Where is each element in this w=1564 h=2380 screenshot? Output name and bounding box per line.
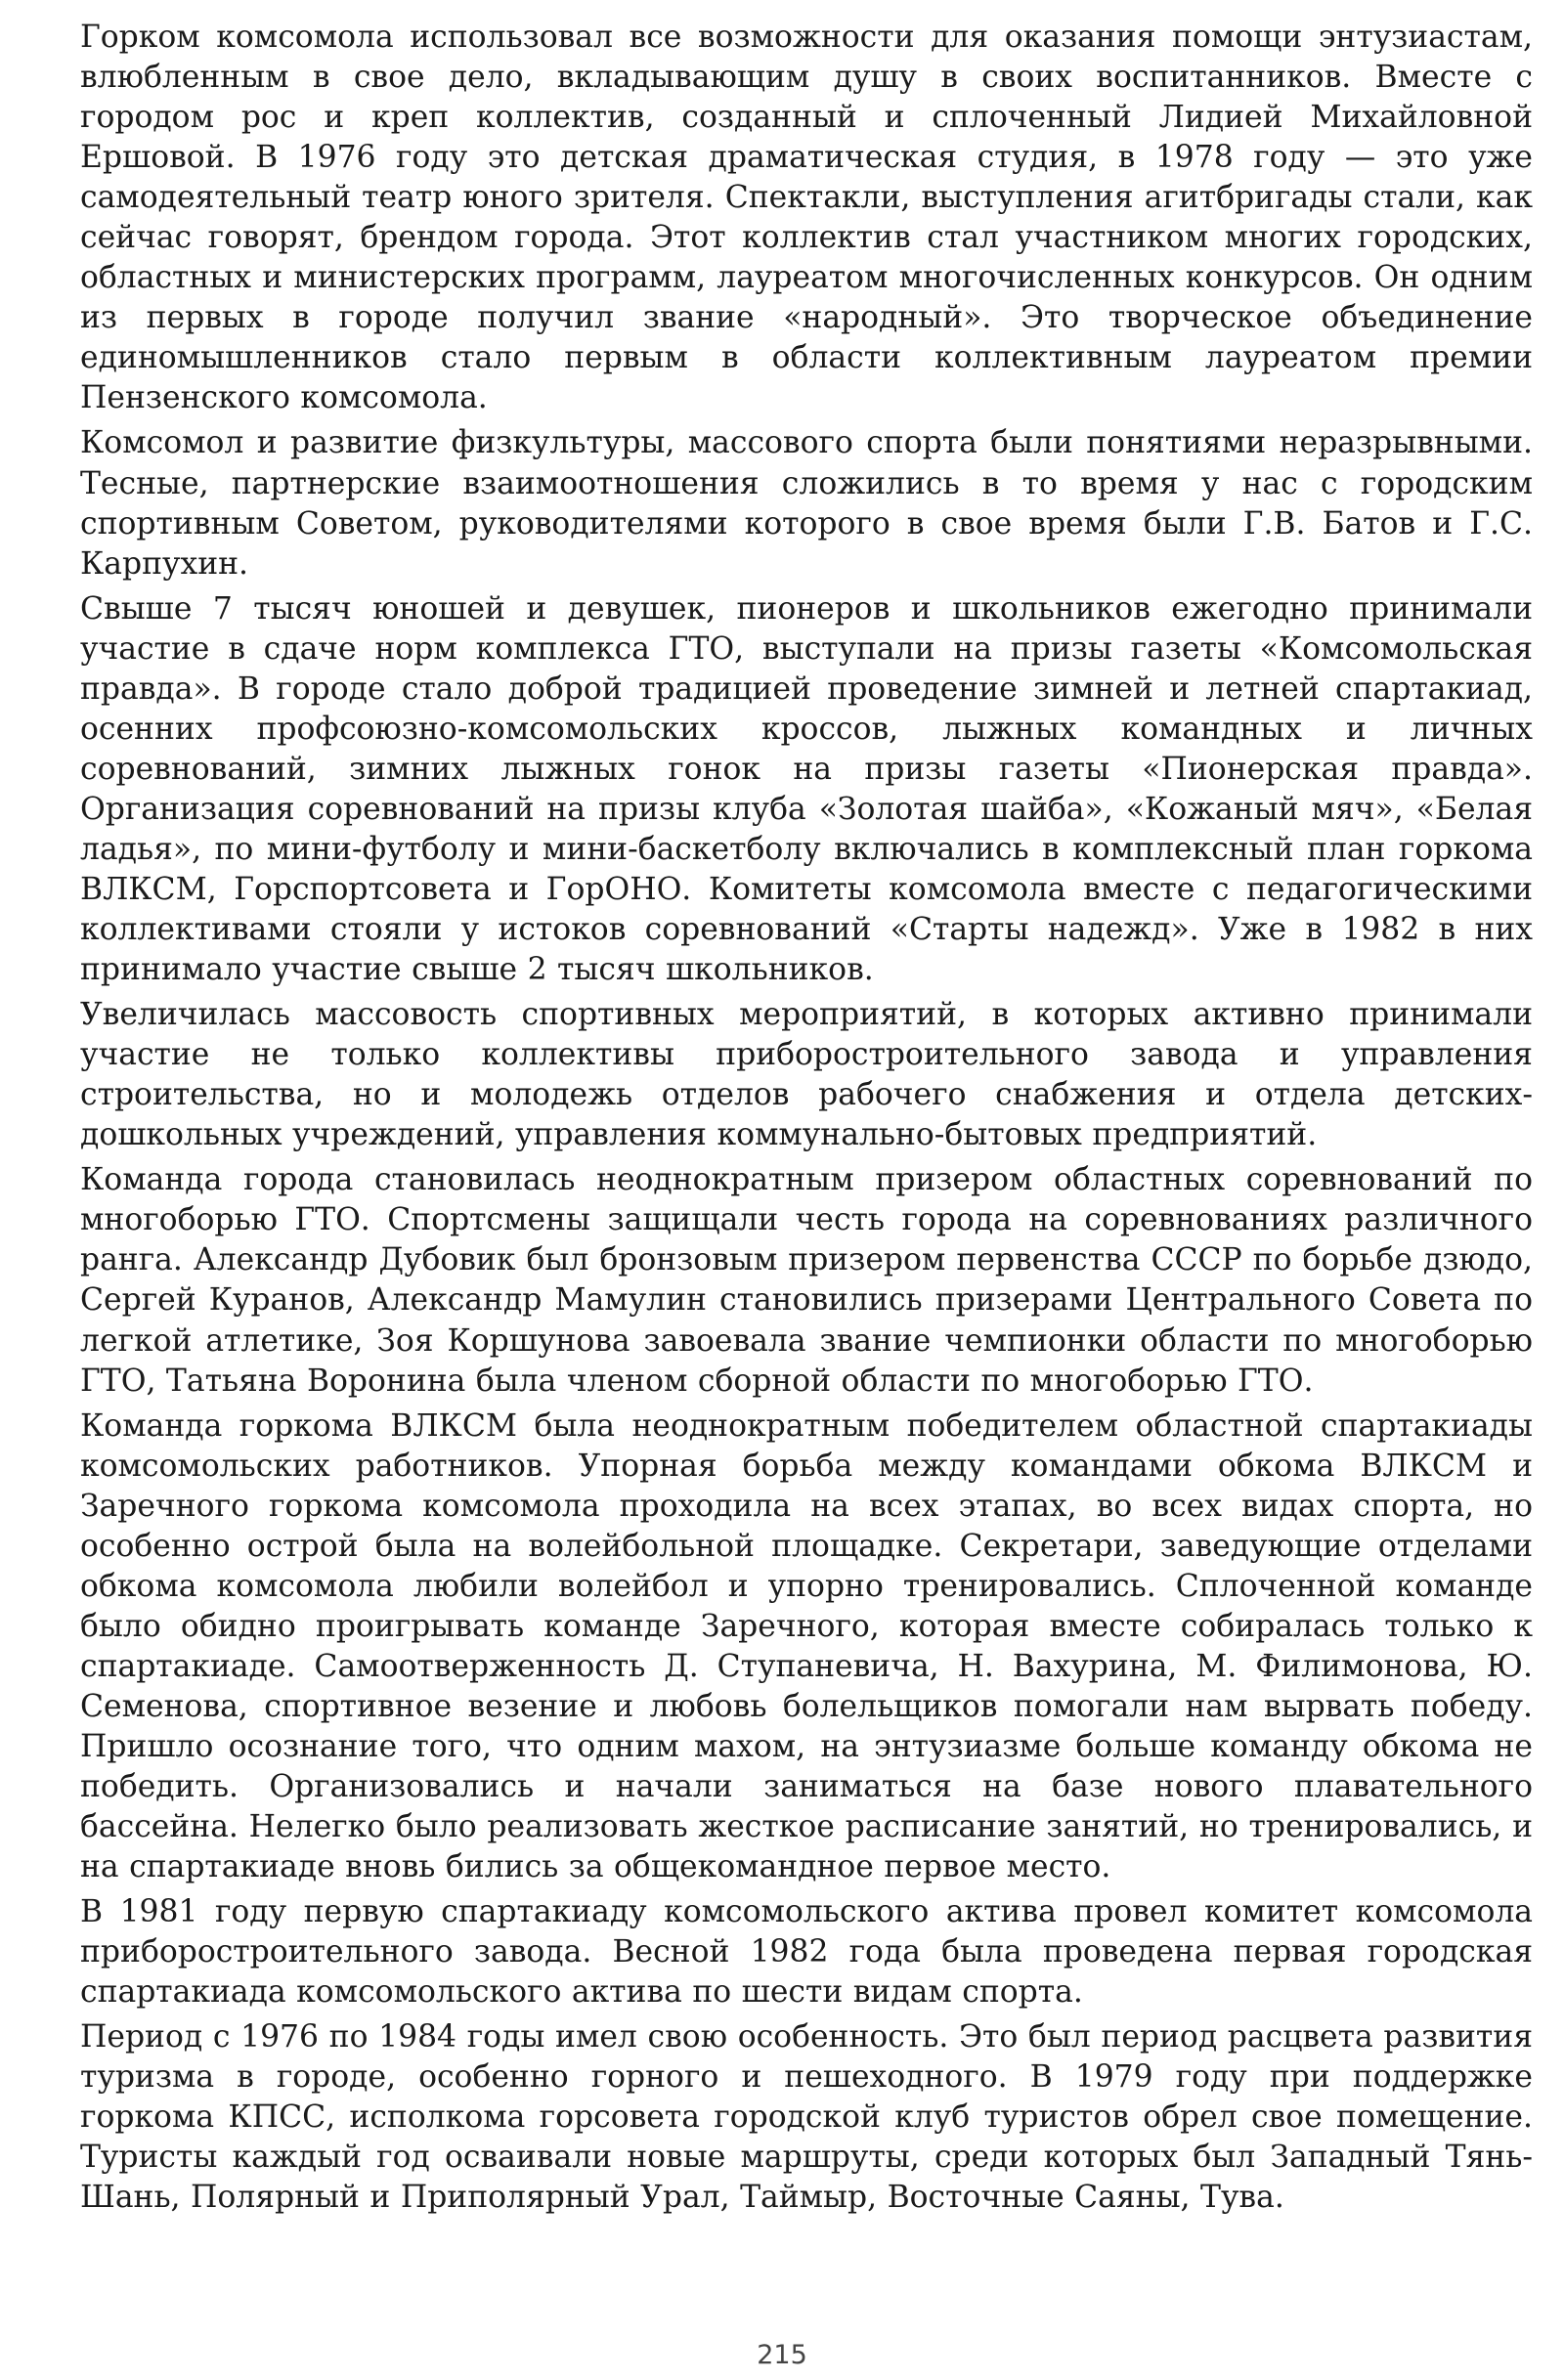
paragraph-sport-council: Комсомол и развитие физкультуры, массового спорта были понятиями неразрывными. Тесные, партнерские взаимоотношения сложились в то время у нас с городским спортивным Советом, руководителями которого в свое время были Г.В. Батов и Г.С. Карпухин.: [80, 425, 1533, 582]
paragraph-komsomol-theatre: Горком комсомола использовал все возможности для оказания помощи энтузиастам, влюбленным в свое дело, вкладывающим душу в своих воспитанников. Вместе с городом рос и креп коллектив, созданный и сплоченный Лидией Михайловной Ершовой. В 1976 году это детская драматическая студия, в 1978 году — это уже самодеятельный театр юного зрителя. Спектакли, выступления агитбригады стали, как сейчас говорят, брендом города. Этот коллектив стал участником многих городских, областных и министерских программ, лауреатом многочисленных конкурсов. Он одним из первых в городе получил звание «народный». Это творческое объединение единомышленников стало первым в области коллективным лауреатом премии Пензенского комсомола.: [80, 20, 1533, 416]
paragraph-vlksm-team: Команда горкома ВЛКСМ была неоднократным победителем областной спартакиады комсомольских работников. Упорная борьба между командами обкома ВЛКСМ и Заречного горкома комсомола проходила на всех этапах, во всех видах спорта, но особенно острой была на волейбольной площадке. Секретари, заведующие отделами обкома комсомола любили волейбол и упорно тренировались. Сплоченной команде было обидно проигрывать команде Заречного, которая вместе собиралась только к спартакиаде. Самоотверженность Д. Ступаневича, Н. Вахурина, М. Филимонова, Ю. Семенова, спортивное везение и любовь болельщиков помогали нам вырвать победу. Пришло осознание того, что одним махом, на энтузиазме больше команду обкома не победить. Организовались и начали заниматься на базе нового плавательного бассейна. Нелегко было реализовать жесткое расписание занятий, но тренировались, и на спартакиаде вновь бились за общекомандное первое место.: [80, 1407, 1533, 1885]
page-number: 215: [757, 2340, 807, 2370]
paragraph-city-team: Команда города становилась неоднократным призером областных соревнований по многоборью ГТО. Спортсмены защищали честь города на соревнованиях различного ранга. Александр Дубовик был бронзовым призером первенства СССР по борьбе дзюдо, Сергей Куранов, Александр Мамулин становились призерами Центрального Совета по легкой атлетике, Зоя Коршунова завоевала звание чемпионки области по многоборью ГТО, Татьяна Воронина была членом сборной области по многоборью ГТО.: [80, 1162, 1533, 1399]
paragraph-spartakiad-1981: В 1981 году первую спартакиаду комсомольского актива провел комитет комсомола приборостроительного завода. Весной 1982 года была проведена первая городская спартакиада комсомольского актива по шести видам спорта.: [80, 1894, 1533, 2011]
paragraph-gto-competitions: Свыше 7 тысяч юношей и девушек, пионеров и школьников ежегодно принимали участие в сдаче норм комплекса ГТО, выступали на призы газеты «Комсомольская правда». В городе стало доброй традицией проведение зимней и летней спартакиад, осенних профсоюзно-комсомольских кроссов, лыжных командных и личных соревнований, зимних лыжных гонок на призы газеты «Пионерская правда». Организация соревнований на призы клуба «Золотая шайба», «Кожаный мяч», «Белая ладья», по мини-футболу и мини-баскетболу включались в комплексный план горкома ВЛКСМ, Горспортсовета и ГорОНО. Комитеты комсомола вместе с педагогическими коллективами стояли у истоков соревнований «Старты надежд». Уже в 1982 в них принимало участие свыше 2 тысяч школьников.: [80, 590, 1533, 988]
paragraph-mass-sports: Увеличилась массовость спортивных мероприятий, в которых активно принимали участие не только коллективы приборостроительного завода и управления строительства, но и молодежь отделов рабочего снабжения и отдела детских-дошкольных учреждений, управления коммунально-бытовых предприятий.: [80, 997, 1533, 1153]
page-body: [80, 18, 1533, 2224]
paragraph-tourism: Период с 1976 по 1984 годы имел свою особенность. Это был период расцвета развития туризма в городе, особенно горного и пешеходного. В 1979 году при поддержке горкома КПСС, исполкома горсовета городской клуб туристов обрел свое помещение. Туристы каждый год осваивали новые маршруты, среди которых был Западный Тянь-Шань, Полярный и Приполярный Урал, Таймыр, Восточные Саяны, Тува.: [80, 2019, 1533, 2216]
